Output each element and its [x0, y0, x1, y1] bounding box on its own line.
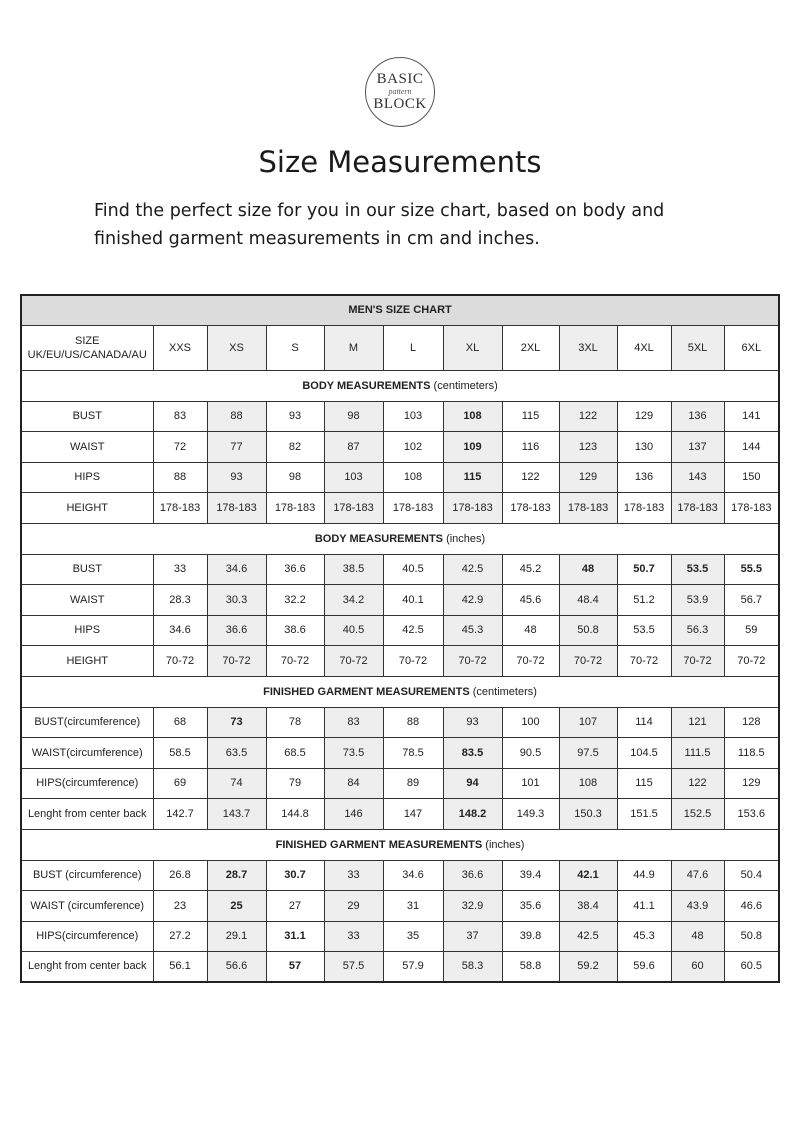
table-cell: 27 — [266, 890, 324, 921]
table-cell: 70-72 — [324, 645, 383, 676]
table-cell: 55.5 — [724, 554, 779, 584]
table-cell: 93 — [443, 707, 502, 737]
table-cell: 101 — [502, 768, 559, 798]
row-label: HEIGHT — [21, 492, 153, 523]
size-header-cell: 5XL — [671, 325, 724, 370]
table-cell: 53.5 — [617, 615, 671, 645]
table-cell: 48.4 — [559, 584, 617, 615]
table-cell: 136 — [617, 462, 671, 492]
table-cell: 33 — [324, 921, 383, 951]
table-cell: 93 — [266, 401, 324, 431]
table-cell: 60.5 — [724, 951, 779, 982]
size-chart-table — [20, 294, 780, 983]
table-cell: 178-183 — [724, 492, 779, 523]
logo-line-2: pattern — [388, 87, 412, 96]
table-cell: 122 — [559, 401, 617, 431]
section-header-row — [21, 829, 779, 860]
table-cell: 35 — [383, 921, 443, 951]
row-label: WAIST — [21, 431, 153, 462]
logo-line-3: BLOCK — [373, 96, 427, 112]
table-cell: 33 — [324, 860, 383, 890]
table-cell: 31.1 — [266, 921, 324, 951]
table-cell: 149.3 — [502, 798, 559, 829]
table-row — [21, 492, 779, 523]
table-cell: 79 — [266, 768, 324, 798]
table-cell: 98 — [324, 401, 383, 431]
section-unit: (inches) — [446, 532, 486, 545]
table-cell: 42.5 — [443, 554, 502, 584]
table-cell: 50.4 — [724, 860, 779, 890]
table-cell: 87 — [324, 431, 383, 462]
table-cell: 45.2 — [502, 554, 559, 584]
table-cell: 30.7 — [266, 860, 324, 890]
table-cell: 57.5 — [324, 951, 383, 982]
table-cell: 30.3 — [207, 584, 266, 615]
table-cell: 108 — [559, 768, 617, 798]
table-cell: 68 — [153, 707, 207, 737]
table-cell: 50.8 — [559, 615, 617, 645]
table-cell: 129 — [559, 462, 617, 492]
section-header — [21, 676, 779, 707]
table-cell: 150 — [724, 462, 779, 492]
chart-caption: MEN'S SIZE CHART — [21, 295, 779, 325]
size-header-cell: L — [383, 325, 443, 370]
table-cell: 48 — [559, 554, 617, 584]
table-cell: 56.6 — [207, 951, 266, 982]
table-cell: 178-183 — [207, 492, 266, 523]
table-cell: 83 — [153, 401, 207, 431]
table-cell: 88 — [207, 401, 266, 431]
size-header-cell: 3XL — [559, 325, 617, 370]
section-title: FINISHED GARMENT MEASUREMENTS — [263, 685, 470, 698]
table-row — [21, 890, 779, 921]
table-row — [21, 768, 779, 798]
table-cell: 34.6 — [207, 554, 266, 584]
row-label: WAIST (circumference) — [21, 890, 153, 921]
table-cell: 128 — [724, 707, 779, 737]
table-cell: 115 — [617, 768, 671, 798]
table-cell: 78 — [266, 707, 324, 737]
table-cell: 70-72 — [502, 645, 559, 676]
table-cell: 38.4 — [559, 890, 617, 921]
table-cell: 100 — [502, 707, 559, 737]
table-cell: 143 — [671, 462, 724, 492]
table-cell: 147 — [383, 798, 443, 829]
table-cell: 58.5 — [153, 737, 207, 768]
table-cell: 39.8 — [502, 921, 559, 951]
table-cell: 148.2 — [443, 798, 502, 829]
table-cell: 141 — [724, 401, 779, 431]
chart-caption-row — [21, 295, 779, 325]
section-title: BODY MEASUREMENTS — [314, 532, 444, 545]
size-label-line-2: UK/EU/US/CANADA/AU — [27, 348, 147, 361]
table-cell: 37 — [443, 921, 502, 951]
table-cell: 152.5 — [671, 798, 724, 829]
table-cell: 31 — [383, 890, 443, 921]
table-cell: 51.2 — [617, 584, 671, 615]
table-cell: 36.6 — [266, 554, 324, 584]
table-cell: 59 — [724, 615, 779, 645]
table-cell: 72 — [153, 431, 207, 462]
table-cell: 178-183 — [443, 492, 502, 523]
table-cell: 70-72 — [617, 645, 671, 676]
table-cell: 104.5 — [617, 737, 671, 768]
table-cell: 178-183 — [671, 492, 724, 523]
section-header — [21, 829, 779, 860]
table-cell: 56.1 — [153, 951, 207, 982]
table-cell: 178-183 — [383, 492, 443, 523]
table-cell: 150.3 — [559, 798, 617, 829]
table-cell: 130 — [617, 431, 671, 462]
table-cell: 94 — [443, 768, 502, 798]
table-cell: 108 — [383, 462, 443, 492]
table-row — [21, 645, 779, 676]
table-row — [21, 951, 779, 982]
table-cell: 178-183 — [502, 492, 559, 523]
table-cell: 178-183 — [266, 492, 324, 523]
table-cell: 27.2 — [153, 921, 207, 951]
row-label: BUST — [21, 554, 153, 584]
table-cell: 97.5 — [559, 737, 617, 768]
table-cell: 38.6 — [266, 615, 324, 645]
table-cell: 137 — [671, 431, 724, 462]
table-cell: 144 — [724, 431, 779, 462]
table-row — [21, 431, 779, 462]
brand-logo — [365, 57, 435, 127]
size-header-cell: M — [324, 325, 383, 370]
row-label: BUST(circumference) — [21, 707, 153, 737]
row-label: BUST — [21, 401, 153, 431]
table-cell: 83 — [324, 707, 383, 737]
table-cell: 63.5 — [207, 737, 266, 768]
table-row — [21, 737, 779, 768]
table-cell: 153.6 — [724, 798, 779, 829]
table-cell: 178-183 — [559, 492, 617, 523]
table-cell: 34.2 — [324, 584, 383, 615]
row-label: HIPS(circumference) — [21, 921, 153, 951]
table-cell: 146 — [324, 798, 383, 829]
table-cell: 45.3 — [617, 921, 671, 951]
table-cell: 39.4 — [502, 860, 559, 890]
table-cell: 70-72 — [266, 645, 324, 676]
table-cell: 151.5 — [617, 798, 671, 829]
table-cell: 70-72 — [153, 645, 207, 676]
table-cell: 68.5 — [266, 737, 324, 768]
table-cell: 84 — [324, 768, 383, 798]
table-cell: 40.5 — [324, 615, 383, 645]
table-cell: 123 — [559, 431, 617, 462]
table-cell: 58.8 — [502, 951, 559, 982]
table-cell: 34.6 — [153, 615, 207, 645]
table-cell: 42.5 — [383, 615, 443, 645]
section-unit: (inches) — [485, 838, 525, 851]
table-cell: 36.6 — [443, 860, 502, 890]
table-cell: 29 — [324, 890, 383, 921]
table-cell: 45.6 — [502, 584, 559, 615]
table-cell: 143.7 — [207, 798, 266, 829]
table-cell: 70-72 — [443, 645, 502, 676]
size-label-cell — [21, 325, 153, 370]
table-row — [21, 615, 779, 645]
table-cell: 109 — [443, 431, 502, 462]
table-cell: 144.8 — [266, 798, 324, 829]
section-header-row — [21, 676, 779, 707]
table-cell: 25 — [207, 890, 266, 921]
row-label: BUST (circumference) — [21, 860, 153, 890]
section-title: FINISHED GARMENT MEASUREMENTS — [275, 838, 483, 851]
table-cell: 48 — [671, 921, 724, 951]
table-cell: 121 — [671, 707, 724, 737]
table-row — [21, 798, 779, 829]
table-cell: 26.8 — [153, 860, 207, 890]
table-cell: 58.3 — [443, 951, 502, 982]
table-cell: 178-183 — [324, 492, 383, 523]
table-cell: 129 — [724, 768, 779, 798]
table-cell: 103 — [383, 401, 443, 431]
table-cell: 59.2 — [559, 951, 617, 982]
table-cell: 74 — [207, 768, 266, 798]
table-cell: 70-72 — [383, 645, 443, 676]
section-header-row — [21, 370, 779, 401]
size-header-row — [21, 325, 779, 370]
size-header-cell: XXS — [153, 325, 207, 370]
table-cell: 35.6 — [502, 890, 559, 921]
table-cell: 73.5 — [324, 737, 383, 768]
table-cell: 45.3 — [443, 615, 502, 645]
table-cell: 78.5 — [383, 737, 443, 768]
table-cell: 111.5 — [671, 737, 724, 768]
row-label: WAIST(circumference) — [21, 737, 153, 768]
table-cell: 32.9 — [443, 890, 502, 921]
section-header-row — [21, 523, 779, 554]
table-cell: 142.7 — [153, 798, 207, 829]
row-label: HIPS(circumference) — [21, 768, 153, 798]
size-header-cell: XS — [207, 325, 266, 370]
table-cell: 88 — [383, 707, 443, 737]
table-row — [21, 584, 779, 615]
table-cell: 70-72 — [724, 645, 779, 676]
table-cell: 70-72 — [671, 645, 724, 676]
table-cell: 108 — [443, 401, 502, 431]
row-label: HIPS — [21, 462, 153, 492]
logo-line-1: BASIC — [376, 71, 424, 87]
table-cell: 129 — [617, 401, 671, 431]
table-cell: 33 — [153, 554, 207, 584]
table-cell: 116 — [502, 431, 559, 462]
section-unit: (centimeters) — [433, 379, 498, 392]
row-label: HIPS — [21, 615, 153, 645]
table-cell: 136 — [671, 401, 724, 431]
table-cell: 50.8 — [724, 921, 779, 951]
table-cell: 70-72 — [559, 645, 617, 676]
table-cell: 77 — [207, 431, 266, 462]
table-cell: 41.1 — [617, 890, 671, 921]
table-cell: 38.5 — [324, 554, 383, 584]
table-cell: 59.6 — [617, 951, 671, 982]
table-cell: 40.1 — [383, 584, 443, 615]
table-cell: 32.2 — [266, 584, 324, 615]
table-cell: 178-183 — [153, 492, 207, 523]
table-cell: 70-72 — [207, 645, 266, 676]
table-cell: 47.6 — [671, 860, 724, 890]
table-cell: 28.7 — [207, 860, 266, 890]
table-cell: 43.9 — [671, 890, 724, 921]
table-cell: 82 — [266, 431, 324, 462]
table-cell: 53.9 — [671, 584, 724, 615]
row-label: Lenght from center back — [21, 798, 153, 829]
table-cell: 44.9 — [617, 860, 671, 890]
table-cell: 88 — [153, 462, 207, 492]
table-row — [21, 401, 779, 431]
table-cell: 42.1 — [559, 860, 617, 890]
table-cell: 83.5 — [443, 737, 502, 768]
section-title: BODY MEASUREMENTS — [302, 379, 431, 392]
table-cell: 36.6 — [207, 615, 266, 645]
table-cell: 118.5 — [724, 737, 779, 768]
table-cell: 103 — [324, 462, 383, 492]
table-cell: 23 — [153, 890, 207, 921]
section-header — [21, 523, 779, 554]
table-cell: 73 — [207, 707, 266, 737]
table-row — [21, 921, 779, 951]
table-cell: 28.3 — [153, 584, 207, 615]
size-label-line-1: SIZE — [75, 334, 100, 347]
table-cell: 178-183 — [617, 492, 671, 523]
table-row — [21, 860, 779, 890]
size-header-cell: 2XL — [502, 325, 559, 370]
table-cell: 46.6 — [724, 890, 779, 921]
table-cell: 60 — [671, 951, 724, 982]
table-cell: 90.5 — [502, 737, 559, 768]
table-row — [21, 554, 779, 584]
table-cell: 102 — [383, 431, 443, 462]
table-cell: 89 — [383, 768, 443, 798]
table-row — [21, 707, 779, 737]
table-cell: 48 — [502, 615, 559, 645]
table-cell: 114 — [617, 707, 671, 737]
table-cell: 42.5 — [559, 921, 617, 951]
table-cell: 122 — [502, 462, 559, 492]
page-title: Size Measurements — [258, 145, 542, 179]
size-header-cell: 6XL — [724, 325, 779, 370]
table-cell: 122 — [671, 768, 724, 798]
table-cell: 115 — [502, 401, 559, 431]
size-header-cell: S — [266, 325, 324, 370]
table-cell: 40.5 — [383, 554, 443, 584]
table-cell: 29.1 — [207, 921, 266, 951]
table-cell: 50.7 — [617, 554, 671, 584]
size-header-cell: 4XL — [617, 325, 671, 370]
row-label: WAIST — [21, 584, 153, 615]
table-row — [21, 462, 779, 492]
table-cell: 56.3 — [671, 615, 724, 645]
table-cell: 57 — [266, 951, 324, 982]
table-cell: 69 — [153, 768, 207, 798]
intro-text: Find the perfect size for you in our size chart, based on body and finished garment measurements in cm and inches. — [94, 201, 665, 249]
table-cell: 42.9 — [443, 584, 502, 615]
table-cell: 57.9 — [383, 951, 443, 982]
section-unit: (centimeters) — [472, 685, 537, 698]
table-cell: 93 — [207, 462, 266, 492]
table-cell: 107 — [559, 707, 617, 737]
table-cell: 98 — [266, 462, 324, 492]
table-cell: 34.6 — [383, 860, 443, 890]
section-header — [21, 370, 779, 401]
row-label: HEIGHT — [21, 645, 153, 676]
size-header-cell: XL — [443, 325, 502, 370]
row-label: Lenght from center back — [21, 951, 153, 982]
table-cell: 53.5 — [671, 554, 724, 584]
table-cell: 115 — [443, 462, 502, 492]
table-cell: 56.7 — [724, 584, 779, 615]
